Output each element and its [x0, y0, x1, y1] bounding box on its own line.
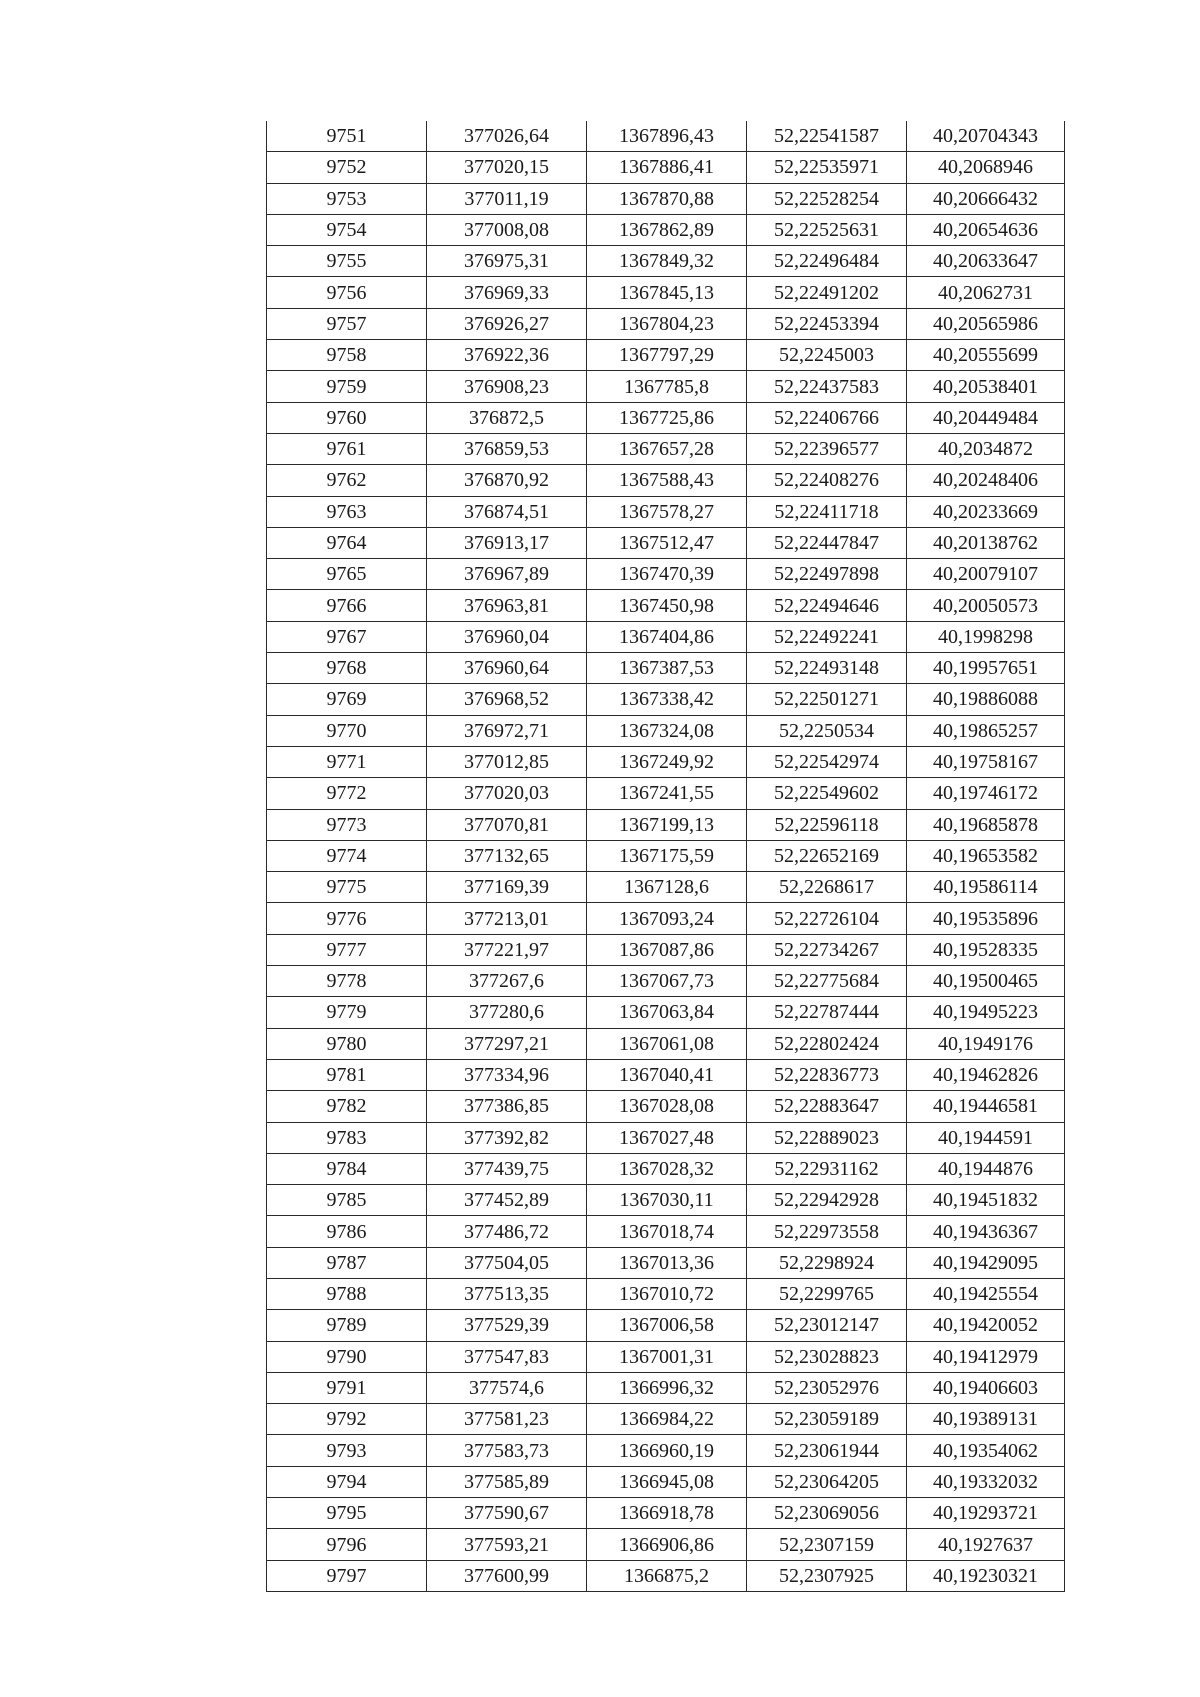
longitude-cell: 40,19451832 [907, 1185, 1065, 1216]
y-coordinate-cell: 1367006,58 [587, 1310, 747, 1341]
x-coordinate-cell: 377280,6 [427, 997, 587, 1028]
longitude-cell: 40,19389131 [907, 1404, 1065, 1435]
longitude-cell: 40,19535896 [907, 903, 1065, 934]
table-row [267, 1122, 1065, 1153]
table-row [267, 1529, 1065, 1560]
point-number-cell: 9795 [267, 1498, 427, 1529]
longitude-cell: 40,1927637 [907, 1529, 1065, 1560]
y-coordinate-cell: 1366918,78 [587, 1498, 747, 1529]
table-row [267, 1466, 1065, 1497]
x-coordinate-cell: 377504,05 [427, 1247, 587, 1278]
latitude-cell: 52,2298924 [747, 1247, 907, 1278]
point-number-cell: 9763 [267, 496, 427, 527]
point-number-cell: 9773 [267, 809, 427, 840]
y-coordinate-cell: 1367797,29 [587, 340, 747, 371]
latitude-cell: 52,22775684 [747, 966, 907, 997]
y-coordinate-cell: 1367027,48 [587, 1122, 747, 1153]
table-row [267, 277, 1065, 308]
latitude-cell: 52,22497898 [747, 559, 907, 590]
table-row [267, 590, 1065, 621]
x-coordinate-cell: 376960,64 [427, 653, 587, 684]
y-coordinate-cell: 1367128,6 [587, 872, 747, 903]
table-row [267, 1341, 1065, 1372]
latitude-cell: 52,22493148 [747, 653, 907, 684]
table-row [267, 527, 1065, 558]
longitude-cell: 40,2068946 [907, 152, 1065, 183]
y-coordinate-cell: 1367199,13 [587, 809, 747, 840]
longitude-cell: 40,1949176 [907, 1028, 1065, 1059]
latitude-cell: 52,22802424 [747, 1028, 907, 1059]
table-row [267, 121, 1065, 152]
y-coordinate-cell: 1367093,24 [587, 903, 747, 934]
point-number-cell: 9768 [267, 653, 427, 684]
x-coordinate-cell: 376922,36 [427, 340, 587, 371]
table-row [267, 809, 1065, 840]
x-coordinate-cell: 377585,89 [427, 1466, 587, 1497]
point-number-cell: 9775 [267, 872, 427, 903]
point-number-cell: 9786 [267, 1216, 427, 1247]
longitude-cell: 40,19332032 [907, 1466, 1065, 1497]
x-coordinate-cell: 377581,23 [427, 1404, 587, 1435]
point-number-cell: 9784 [267, 1153, 427, 1184]
y-coordinate-cell: 1367387,53 [587, 653, 747, 684]
latitude-cell: 52,22652169 [747, 840, 907, 871]
latitude-cell: 52,22496484 [747, 246, 907, 277]
point-number-cell: 9777 [267, 934, 427, 965]
x-coordinate-cell: 376968,52 [427, 684, 587, 715]
x-coordinate-cell: 377583,73 [427, 1435, 587, 1466]
latitude-cell: 52,22528254 [747, 183, 907, 214]
x-coordinate-cell: 377132,65 [427, 840, 587, 871]
point-number-cell: 9782 [267, 1091, 427, 1122]
y-coordinate-cell: 1366906,86 [587, 1529, 747, 1560]
longitude-cell: 40,19886088 [907, 684, 1065, 715]
y-coordinate-cell: 1367450,98 [587, 590, 747, 621]
table-row [267, 1404, 1065, 1435]
point-number-cell: 9792 [267, 1404, 427, 1435]
table-row [267, 402, 1065, 433]
x-coordinate-cell: 377221,97 [427, 934, 587, 965]
point-number-cell: 9759 [267, 371, 427, 402]
x-coordinate-cell: 376967,89 [427, 559, 587, 590]
latitude-cell: 52,2268617 [747, 872, 907, 903]
x-coordinate-cell: 376859,53 [427, 433, 587, 464]
x-coordinate-cell: 377020,15 [427, 152, 587, 183]
point-number-cell: 9766 [267, 590, 427, 621]
coordinates-table [266, 121, 1065, 1592]
y-coordinate-cell: 1367067,73 [587, 966, 747, 997]
y-coordinate-cell: 1367804,23 [587, 308, 747, 339]
x-coordinate-cell: 376870,92 [427, 465, 587, 496]
longitude-cell: 40,19653582 [907, 840, 1065, 871]
x-coordinate-cell: 377334,96 [427, 1059, 587, 1090]
y-coordinate-cell: 1366996,32 [587, 1372, 747, 1403]
table-row [267, 246, 1065, 277]
x-coordinate-cell: 377392,82 [427, 1122, 587, 1153]
x-coordinate-cell: 376926,27 [427, 308, 587, 339]
point-number-cell: 9781 [267, 1059, 427, 1090]
x-coordinate-cell: 377547,83 [427, 1341, 587, 1372]
latitude-cell: 52,23052976 [747, 1372, 907, 1403]
y-coordinate-cell: 1367404,86 [587, 621, 747, 652]
longitude-cell: 40,20555699 [907, 340, 1065, 371]
table-row [267, 715, 1065, 746]
table-row [267, 1560, 1065, 1591]
x-coordinate-cell: 377020,03 [427, 778, 587, 809]
point-number-cell: 9793 [267, 1435, 427, 1466]
table-row [267, 340, 1065, 371]
longitude-cell: 40,20538401 [907, 371, 1065, 402]
longitude-cell: 40,20138762 [907, 527, 1065, 558]
longitude-cell: 40,2034872 [907, 433, 1065, 464]
latitude-cell: 52,23028823 [747, 1341, 907, 1372]
point-number-cell: 9767 [267, 621, 427, 652]
point-number-cell: 9757 [267, 308, 427, 339]
y-coordinate-cell: 1367870,88 [587, 183, 747, 214]
longitude-cell: 40,19425554 [907, 1278, 1065, 1309]
y-coordinate-cell: 1367338,42 [587, 684, 747, 715]
table-row [267, 152, 1065, 183]
latitude-cell: 52,22447847 [747, 527, 907, 558]
y-coordinate-cell: 1367018,74 [587, 1216, 747, 1247]
x-coordinate-cell: 376969,33 [427, 277, 587, 308]
longitude-cell: 40,19528335 [907, 934, 1065, 965]
x-coordinate-cell: 377486,72 [427, 1216, 587, 1247]
x-coordinate-cell: 377386,85 [427, 1091, 587, 1122]
latitude-cell: 52,22734267 [747, 934, 907, 965]
latitude-cell: 52,22525631 [747, 214, 907, 245]
point-number-cell: 9778 [267, 966, 427, 997]
y-coordinate-cell: 1367862,89 [587, 214, 747, 245]
table-row [267, 997, 1065, 1028]
longitude-cell: 40,19436367 [907, 1216, 1065, 1247]
point-number-cell: 9753 [267, 183, 427, 214]
point-number-cell: 9765 [267, 559, 427, 590]
point-number-cell: 9790 [267, 1341, 427, 1372]
x-coordinate-cell: 377600,99 [427, 1560, 587, 1591]
point-number-cell: 9764 [267, 527, 427, 558]
table-row [267, 1091, 1065, 1122]
latitude-cell: 52,23012147 [747, 1310, 907, 1341]
latitude-cell: 52,22541587 [747, 121, 907, 152]
y-coordinate-cell: 1367013,36 [587, 1247, 747, 1278]
table-row [267, 621, 1065, 652]
longitude-cell: 40,19758167 [907, 746, 1065, 777]
longitude-cell: 40,20248406 [907, 465, 1065, 496]
table-row [267, 559, 1065, 590]
longitude-cell: 40,19420052 [907, 1310, 1065, 1341]
longitude-cell: 40,19685878 [907, 809, 1065, 840]
x-coordinate-cell: 377267,6 [427, 966, 587, 997]
x-coordinate-cell: 377513,35 [427, 1278, 587, 1309]
latitude-cell: 52,22396577 [747, 433, 907, 464]
latitude-cell: 52,22883647 [747, 1091, 907, 1122]
longitude-cell: 40,19230321 [933, 1564, 1038, 1587]
point-number-cell: 9774 [267, 840, 427, 871]
point-number-cell: 9769 [267, 684, 427, 715]
point-number-cell: 9762 [267, 465, 427, 496]
latitude-cell: 52,22406766 [747, 402, 907, 433]
point-number-cell: 9754 [267, 214, 427, 245]
table-row [267, 496, 1065, 527]
x-coordinate-cell: 376872,5 [427, 402, 587, 433]
latitude-cell: 52,22437583 [747, 371, 907, 402]
latitude-cell: 52,22931162 [747, 1153, 907, 1184]
longitude-cell: 40,19429095 [907, 1247, 1065, 1278]
table-row [267, 684, 1065, 715]
y-coordinate-cell: 1367849,32 [587, 246, 747, 277]
x-coordinate-cell: 376972,71 [427, 715, 587, 746]
table-row [267, 903, 1065, 934]
y-coordinate-cell: 1367087,86 [587, 934, 747, 965]
latitude-cell: 52,22596118 [747, 809, 907, 840]
y-coordinate-cell: 1367241,55 [587, 778, 747, 809]
latitude-cell: 52,22411718 [747, 496, 907, 527]
point-number-cell: 9758 [267, 340, 427, 371]
y-coordinate-cell: 1367470,39 [587, 559, 747, 590]
latitude-cell: 52,2307159 [747, 1529, 907, 1560]
table-row [267, 1059, 1065, 1090]
latitude-cell: 52,22542974 [747, 746, 907, 777]
latitude-cell: 52,2245003 [747, 340, 907, 371]
x-coordinate-cell: 377574,6 [427, 1372, 587, 1403]
point-number-cell: 9751 [267, 121, 427, 152]
point-number-cell: 9794 [267, 1466, 427, 1497]
latitude-cell: 52,23059189 [747, 1404, 907, 1435]
y-coordinate-cell: 1367249,92 [587, 746, 747, 777]
point-number-cell: 9787 [267, 1247, 427, 1278]
y-coordinate-cell: 1367324,08 [587, 715, 747, 746]
longitude-cell: 40,20233669 [907, 496, 1065, 527]
longitude-cell: 40,1998298 [907, 621, 1065, 652]
point-number-cell: 9796 [267, 1529, 427, 1560]
x-coordinate-cell: 376963,81 [427, 590, 587, 621]
point-number-cell: 9770 [267, 715, 427, 746]
latitude-cell: 52,2250534 [747, 715, 907, 746]
longitude-cell: 40,19865257 [907, 715, 1065, 746]
longitude-cell: 40,20050573 [907, 590, 1065, 621]
x-coordinate-cell: 377011,19 [427, 183, 587, 214]
point-number-cell: 9772 [267, 778, 427, 809]
point-number-cell: 9788 [267, 1278, 427, 1309]
table-row [267, 778, 1065, 809]
latitude-cell: 52,22494646 [747, 590, 907, 621]
latitude-cell: 52,22942928 [747, 1185, 907, 1216]
y-coordinate-cell: 1367030,11 [587, 1185, 747, 1216]
y-coordinate-cell: 1366875,2 [587, 1560, 747, 1591]
coordinates-table-body [267, 121, 1065, 1591]
point-number-cell: 9776 [267, 903, 427, 934]
longitude-cell: 40,20079107 [907, 559, 1065, 590]
point-number-cell: 9785 [267, 1185, 427, 1216]
x-coordinate-cell: 377590,67 [427, 1498, 587, 1529]
table-row [267, 433, 1065, 464]
longitude-cell: 40,20633647 [907, 246, 1065, 277]
latitude-cell: 52,22726104 [747, 903, 907, 934]
x-coordinate-cell: 377169,39 [427, 872, 587, 903]
point-number-cell: 9780 [267, 1028, 427, 1059]
longitude-cell: 40,19957651 [907, 653, 1065, 684]
longitude-cell: 40,20666432 [907, 183, 1065, 214]
table-row [267, 746, 1065, 777]
table-row [267, 465, 1065, 496]
x-coordinate-cell: 377593,21 [427, 1529, 587, 1560]
longitude-cell: 40,19746172 [907, 778, 1065, 809]
table-row [267, 1498, 1065, 1529]
latitude-cell: 52,22501271 [747, 684, 907, 715]
longitude-cell: 40,19293721 [907, 1498, 1065, 1529]
latitude-cell: 52,22787444 [747, 997, 907, 1028]
table-row [267, 840, 1065, 871]
table-row [267, 966, 1065, 997]
longitude-cell: 40,1944591 [907, 1122, 1065, 1153]
y-coordinate-cell: 1367028,08 [587, 1091, 747, 1122]
table-row [267, 214, 1065, 245]
longitude-cell: 40,19412979 [907, 1341, 1065, 1372]
x-coordinate-cell: 376975,31 [427, 246, 587, 277]
x-coordinate-cell: 376960,04 [427, 621, 587, 652]
point-number-cell: 9761 [267, 433, 427, 464]
point-number-cell: 9760 [267, 402, 427, 433]
y-coordinate-cell: 1367512,47 [587, 527, 747, 558]
latitude-cell: 52,2307925 [747, 1560, 907, 1591]
x-coordinate-cell: 377529,39 [427, 1310, 587, 1341]
y-coordinate-cell: 1366960,19 [587, 1435, 747, 1466]
longitude-cell: 40,19495223 [907, 997, 1065, 1028]
y-coordinate-cell: 1367657,28 [587, 433, 747, 464]
table-row [267, 653, 1065, 684]
table-row [267, 183, 1065, 214]
table-row [267, 308, 1065, 339]
x-coordinate-cell: 376874,51 [427, 496, 587, 527]
y-coordinate-cell: 1367845,13 [587, 277, 747, 308]
table-row [267, 872, 1065, 903]
x-coordinate-cell: 376908,23 [427, 371, 587, 402]
longitude-cell: 40,20565986 [907, 308, 1065, 339]
y-coordinate-cell: 1367785,8 [587, 371, 747, 402]
table-row [267, 1247, 1065, 1278]
x-coordinate-cell: 377070,81 [427, 809, 587, 840]
table-row [267, 1153, 1065, 1184]
y-coordinate-cell: 1367028,32 [587, 1153, 747, 1184]
x-coordinate-cell: 377213,01 [427, 903, 587, 934]
latitude-cell: 52,22549602 [747, 778, 907, 809]
x-coordinate-cell: 377012,85 [427, 746, 587, 777]
y-coordinate-cell: 1367725,86 [587, 402, 747, 433]
y-coordinate-cell: 1366945,08 [587, 1466, 747, 1497]
y-coordinate-cell: 1367896,43 [587, 121, 747, 152]
latitude-cell: 52,22889023 [747, 1122, 907, 1153]
latitude-cell: 52,22491202 [747, 277, 907, 308]
latitude-cell: 52,23069056 [747, 1498, 907, 1529]
latitude-cell: 52,22836773 [747, 1059, 907, 1090]
point-number-cell: 9789 [267, 1310, 427, 1341]
table-row [267, 1310, 1065, 1341]
y-coordinate-cell: 1367175,59 [587, 840, 747, 871]
table-row [267, 1435, 1065, 1466]
longitude-cell: 40,2062731 [907, 277, 1065, 308]
longitude-cell: 40,19462826 [907, 1059, 1065, 1090]
latitude-cell: 52,22492241 [747, 621, 907, 652]
latitude-cell: 52,22453394 [747, 308, 907, 339]
point-number-cell: 9779 [267, 997, 427, 1028]
point-number-cell: 9791 [267, 1372, 427, 1403]
table-row [267, 1185, 1065, 1216]
y-coordinate-cell: 1367010,72 [587, 1278, 747, 1309]
y-coordinate-cell: 1367886,41 [587, 152, 747, 183]
point-number-cell: 9797 [267, 1560, 427, 1591]
latitude-cell: 52,22973558 [747, 1216, 907, 1247]
latitude-cell: 52,2299765 [747, 1278, 907, 1309]
longitude-cell: 40,19406603 [907, 1372, 1065, 1403]
y-coordinate-cell: 1366984,22 [587, 1404, 747, 1435]
longitude-cell: 40,20704343 [907, 121, 1065, 152]
x-coordinate-cell: 377026,64 [427, 121, 587, 152]
y-coordinate-cell: 1367588,43 [587, 465, 747, 496]
point-number-cell: 9756 [267, 277, 427, 308]
longitude-cell: 40,19500465 [907, 966, 1065, 997]
longitude-cell: 40,19446581 [907, 1091, 1065, 1122]
table-row [267, 934, 1065, 965]
longitude-cell: 40,19354062 [907, 1435, 1065, 1466]
table-row [267, 371, 1065, 402]
longitude-cell: 40,20449484 [907, 402, 1065, 433]
y-coordinate-cell: 1367061,08 [587, 1028, 747, 1059]
point-number-cell: 9752 [267, 152, 427, 183]
y-coordinate-cell: 1367063,84 [587, 997, 747, 1028]
table-row [267, 1372, 1065, 1403]
x-coordinate-cell: 377297,21 [427, 1028, 587, 1059]
longitude-cell: 40,1944876 [907, 1153, 1065, 1184]
x-coordinate-cell: 377439,75 [427, 1153, 587, 1184]
longitude-cell: 40,19586114 [907, 872, 1065, 903]
x-coordinate-cell: 377008,08 [427, 214, 587, 245]
y-coordinate-cell: 1367001,31 [587, 1341, 747, 1372]
table-row [267, 1216, 1065, 1247]
point-number-cell: 9755 [267, 246, 427, 277]
table-row [267, 1278, 1065, 1309]
latitude-cell: 52,22408276 [747, 465, 907, 496]
point-number-cell: 9771 [267, 746, 427, 777]
y-coordinate-cell: 1367040,41 [587, 1059, 747, 1090]
point-number-cell: 9783 [267, 1122, 427, 1153]
latitude-cell: 52,22535971 [747, 152, 907, 183]
latitude-cell: 52,23064205 [747, 1466, 907, 1497]
table-row [267, 1028, 1065, 1059]
y-coordinate-cell: 1367578,27 [587, 496, 747, 527]
x-coordinate-cell: 376913,17 [427, 527, 587, 558]
x-coordinate-cell: 377452,89 [427, 1185, 587, 1216]
latitude-cell: 52,23061944 [747, 1435, 907, 1466]
longitude-cell: 40,20654636 [907, 214, 1065, 245]
